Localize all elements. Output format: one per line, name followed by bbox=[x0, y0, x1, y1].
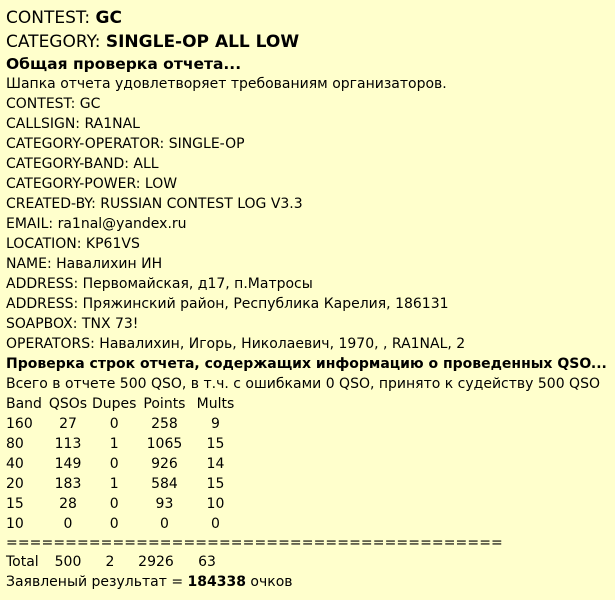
band-stats-table bbox=[6, 394, 238, 534]
column-header-points: Points bbox=[143, 396, 186, 412]
category-line bbox=[6, 30, 615, 54]
table-row bbox=[6, 474, 238, 494]
total-points: 2926 bbox=[138, 554, 174, 570]
contest-value: GC bbox=[95, 8, 122, 28]
result-suffix: очков bbox=[250, 574, 293, 590]
header-field: EMAIL: ra1nal@yandex.ru bbox=[6, 216, 187, 232]
contest-label: CONTEST: bbox=[6, 8, 91, 28]
header-field: NAME: Навалихин ИН bbox=[6, 256, 163, 272]
total-label: Total bbox=[6, 554, 39, 570]
table-row bbox=[6, 514, 238, 534]
contest-line bbox=[6, 6, 615, 30]
header-field: CATEGORY-BAND: ALL bbox=[6, 156, 159, 172]
header-field: CONTEST: GC bbox=[6, 96, 101, 112]
cell-points: 0 bbox=[159, 516, 169, 532]
cell-band: 20 bbox=[6, 476, 24, 492]
cell-qsos: 28 bbox=[59, 496, 77, 512]
column-header-qsos: QSOs bbox=[48, 396, 88, 412]
cell-band: 160 bbox=[6, 416, 33, 432]
cell-dupes: 0 bbox=[109, 516, 119, 532]
cell-band: 80 bbox=[6, 436, 24, 452]
header-field: CALLSIGN: RA1NAL bbox=[6, 116, 140, 132]
cell-mults: 15 bbox=[206, 436, 225, 452]
column-header-band: Band bbox=[6, 396, 42, 412]
table-header-row bbox=[6, 394, 238, 414]
cell-dupes: 0 bbox=[109, 456, 119, 472]
total-dupes: 2 bbox=[105, 554, 115, 570]
header-fields bbox=[6, 94, 615, 354]
header-field: CATEGORY-POWER: LOW bbox=[6, 176, 178, 192]
header-field: SOAPBOX: TNX 73! bbox=[6, 316, 139, 332]
separator-line: ========================================== bbox=[6, 535, 503, 551]
qso-summary: Всего в отчете 500 QSO, в т.ч. с ошибками 0 QSO, принято к судейству 500 QSO bbox=[6, 376, 600, 392]
table-row bbox=[6, 494, 238, 514]
cell-dupes: 0 bbox=[109, 496, 119, 512]
cell-points: 584 bbox=[151, 476, 178, 492]
cell-points: 258 bbox=[151, 416, 178, 432]
cell-band: 10 bbox=[6, 516, 24, 532]
cell-points: 1065 bbox=[146, 436, 183, 452]
category-label: CATEGORY: bbox=[6, 32, 101, 52]
cell-qsos: 183 bbox=[54, 476, 82, 492]
cell-band: 15 bbox=[6, 496, 24, 512]
cell-dupes: 1 bbox=[109, 476, 119, 492]
cell-mults: 9 bbox=[210, 416, 220, 432]
cell-mults: 15 bbox=[206, 476, 225, 492]
cell-points: 93 bbox=[155, 496, 174, 512]
total-mults: 63 bbox=[198, 554, 216, 570]
cell-dupes: 1 bbox=[109, 436, 119, 452]
table-row bbox=[6, 454, 238, 474]
cell-qsos: 113 bbox=[54, 436, 82, 452]
table-row bbox=[6, 414, 238, 434]
column-header-mults: Mults bbox=[196, 396, 235, 412]
header-check-title: Общая проверка отчета... bbox=[6, 55, 242, 73]
cell-mults: 14 bbox=[206, 456, 225, 472]
table-row bbox=[6, 434, 238, 454]
column-header-dupes: Dupes bbox=[92, 396, 137, 412]
cell-qsos: 0 bbox=[63, 516, 73, 532]
cell-qsos: 27 bbox=[59, 416, 77, 432]
total-row bbox=[6, 552, 230, 572]
total-qsos: 500 bbox=[54, 554, 82, 570]
cell-points: 926 bbox=[151, 456, 178, 472]
category-value: SINGLE-OP ALL LOW bbox=[105, 32, 300, 52]
qso-check-title: Проверка строк отчета, содержащих информацию о проведенных QSO... bbox=[6, 356, 607, 372]
header-field: CATEGORY-OPERATOR: SINGLE-OP bbox=[6, 136, 245, 152]
table-row bbox=[6, 552, 230, 572]
header-field: CREATED-BY: RUSSIAN CONTEST LOG V3.3 bbox=[6, 196, 303, 212]
header-check-status: Шапка отчета удовлетворяет требованиям организаторов. bbox=[6, 76, 447, 92]
header-field: ADDRESS: Первомайская, д17, п.Матросы bbox=[6, 276, 313, 292]
cell-qsos: 149 bbox=[54, 456, 82, 472]
header-field: OPERATORS: Навалихин, Игорь, Николаевич, 1970, , RA1NAL, 2 bbox=[6, 336, 466, 352]
cell-band: 40 bbox=[6, 456, 24, 472]
cell-mults: 10 bbox=[206, 496, 225, 512]
header-field: ADDRESS: Пряжинский район, Республика Карелия, 186131 bbox=[6, 296, 449, 312]
cell-dupes: 0 bbox=[109, 416, 119, 432]
cell-mults: 0 bbox=[210, 516, 220, 532]
header-field: LOCATION: KP61VS bbox=[6, 236, 140, 252]
result-prefix: Заявленый результат = bbox=[6, 574, 184, 590]
result-value: 184338 bbox=[187, 574, 246, 590]
claimed-result bbox=[6, 572, 615, 592]
